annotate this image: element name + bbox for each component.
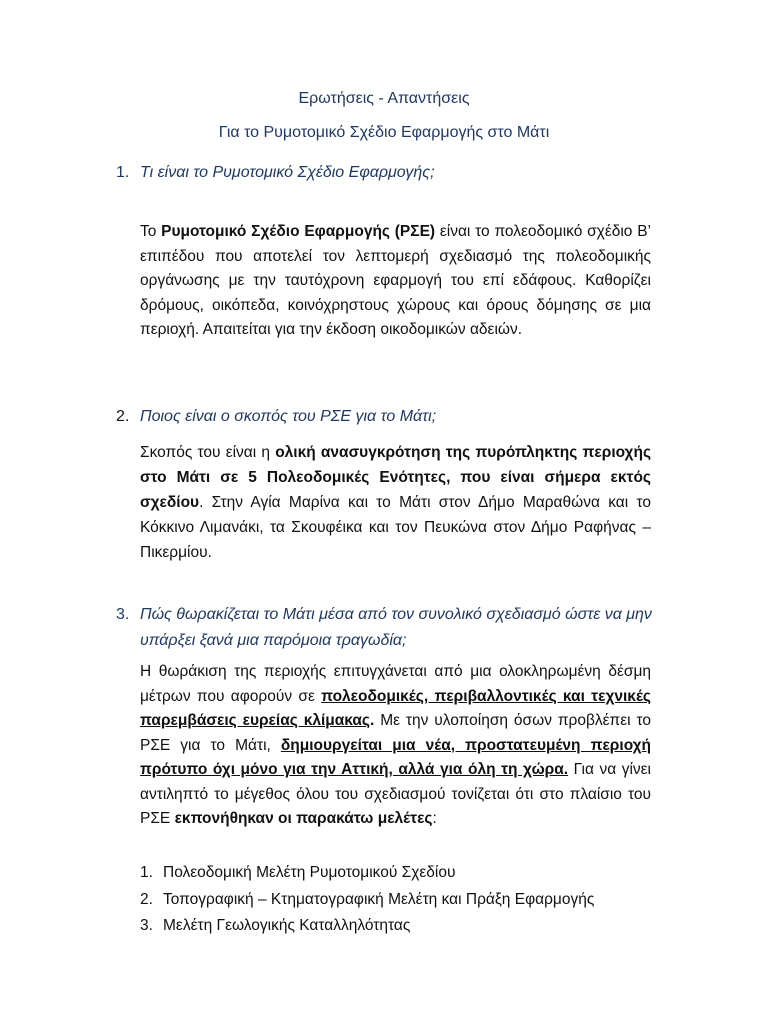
list-item-number: 2. bbox=[140, 890, 153, 908]
list-item bbox=[140, 860, 660, 887]
question-3-text: Πώς θωρακίζεται το Μάτι μέσα από τον συνολικό σχεδιασμό ώστε να μην υπάρξει ξανά μια παρόμοια τραγωδία; bbox=[140, 606, 652, 649]
list-item bbox=[140, 913, 660, 940]
answer-3-period: . bbox=[370, 712, 375, 729]
answer-3 bbox=[140, 660, 651, 832]
question-2-number: 2. bbox=[116, 408, 130, 425]
question-1 bbox=[116, 160, 656, 186]
answer-3-part-3: Για να γίνει αντιληπτό το μέγεθος όλου του σχεδιασμού τονίζεται ότι στο πλαίσιο του ΡΣΕ bbox=[140, 761, 651, 827]
document-subtitle: Για το Ρυμοτομικό Σχέδιο Εφαρμογής στο Μάτι bbox=[218, 124, 550, 141]
document-title: Ερωτήσεις - Απαντήσεις bbox=[298, 90, 470, 107]
list-item-text: Μελέτη Γεωλογικής Καταλληλότητας bbox=[163, 917, 411, 934]
answer-2 bbox=[140, 440, 651, 565]
answer-2-lead: Σκοπός του είναι η bbox=[140, 444, 276, 461]
list-item-text: Τοπογραφική – Κτηματογραφική Μελέτη και Πράξη Εφαρμογής bbox=[163, 890, 595, 908]
question-1-text: Τι είναι το Ρυμοτομικό Σχέδιο Εφαρμογής; bbox=[140, 164, 435, 181]
list-item-text: Πολεοδομική Μελέτη Ρυμοτομικού Σχεδίου bbox=[163, 864, 456, 881]
question-3 bbox=[116, 602, 656, 654]
question-3-number: 3. bbox=[116, 606, 130, 623]
answer-3-studies-phrase: εκπονήθηκαν οι παρακάτω μελέτες bbox=[174, 810, 433, 827]
answer-3-part-1: Η θωράκιση της περιοχής επιτυγχάνεται από μια ολοκληρωμένη δέσμη μέτρων που αφορούν σε bbox=[140, 663, 651, 705]
answer-1-lead: Το bbox=[140, 223, 162, 240]
answer-1 bbox=[140, 220, 651, 343]
answer-2-highlight: ολική ανασυγκρότηση της πυρόπληκτης περιοχής στο Μάτι σε 5 Πολεοδομικές Ενότητες, που είναι σήμερα εκτός σχεδίου bbox=[140, 444, 651, 511]
list-item-number: 1. bbox=[140, 864, 153, 881]
answer-3-colon: : bbox=[432, 810, 437, 827]
answer-1-term: Ρυμοτομικό Σχέδιο Εφαρμογής (ΡΣΕ) bbox=[161, 223, 436, 240]
answer-2-body: . Στην Αγία Μαρίνα και το Μάτι στον Δήμο Μαραθώνα και το Κόκκινο Λιμανάκι, τα Σκουφέικα και τον Πευκώνα στον Δήμο Ραφήνας – Πικερμίου. bbox=[140, 494, 651, 561]
answer-3-part-2: Με την υλοποίηση όσων προβλέπει το ΡΣΕ για το Μάτι, bbox=[140, 712, 651, 754]
list-item-number: 3. bbox=[140, 917, 153, 934]
studies-list bbox=[140, 860, 660, 940]
question-1-number: 1. bbox=[116, 164, 130, 181]
question-2 bbox=[116, 404, 656, 430]
question-2-text: Ποιος είναι ο σκοπός του ΡΣΕ για το Μάτι; bbox=[140, 408, 437, 425]
list-item bbox=[140, 887, 660, 914]
answer-3-interventions: πολεοδομικές, περιβαλλοντικές και τεχνικές παρεμβάσεις ευρείας κλίμακας bbox=[140, 687, 651, 729]
answer-3-model-area: δημιουργείται μια νέα, προστατευμένη περιοχή πρότυπο όχι μόνο για την Αττική, αλλά για όλη τη χώρα. bbox=[140, 736, 651, 778]
answer-1-body: είναι το πολεοδομικό σχέδιο Β’ επιπέδου που αποτελεί τον λεπτομερή σχεδιασμό της πολεοδομικής οργάνωσης με την ταυτόχρονη εφαρμογή του επί εδάφους. Καθορίζει δρόμους, οικόπεδα, κοινόχρηστους χώρους και όρους δόμησης σε μια περιοχή. Απαιτείται για την έκδοση οικοδομικών αδειών. bbox=[140, 223, 651, 338]
